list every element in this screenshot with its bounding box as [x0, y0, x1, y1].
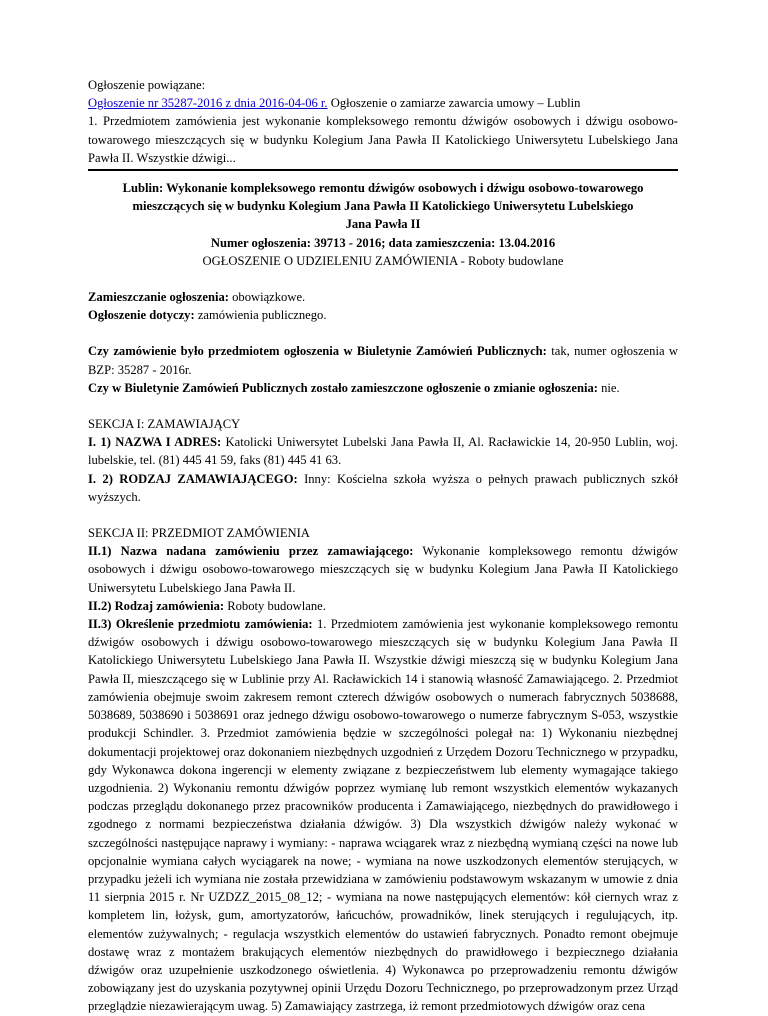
section-2-heading: SEKCJA II: PRZEDMIOT ZAMÓWIENIA	[88, 526, 310, 541]
meta-zamieszczanie: Zamieszczanie ogłoszenia: obowiązkowe.	[88, 290, 306, 305]
notice-title-line3: Jana Pawła II	[345, 217, 421, 232]
biuletyn-question-2: Czy w Biuletynie Zamówień Publicznych zostało zamieszczone ogłoszenie o zmianie ogłoszenia: nie.	[88, 380, 620, 395]
section-1-heading: SEKCJA I: ZAMAWIAJĄCY	[88, 417, 241, 432]
notice-title-line2: mieszczących się w budynku Kolegium Jana Pawła II Katolickiego Uniwersytetu Lubelskiego	[132, 199, 634, 214]
notice-title-block	[88, 179, 678, 270]
section-2-kind: II.2) Rodzaj zamówienia: Roboty budowlane.	[88, 598, 326, 613]
meta-dotyczy: Ogłoszenie dotyczy: zamówienia publicznego.	[88, 308, 327, 323]
related-notice-link[interactable]: Ogłoszenie nr 35287-2016 z dnia 2016-04-06 r.	[88, 96, 328, 111]
section-2-name: II.1) Nazwa nadana zamówieniu przez zamawiającego: Wykonanie kompleksowego remontu dźwigów osobowych i dźwigu osobowo-towarowego mieszczących się w budynku Kolegium Jana Pawła II Katolickiego Uniwersytetu Lubelskiego Jana Pawła II.	[88, 544, 678, 595]
related-notice	[88, 94, 678, 167]
section-1-name-address: I. 1) NAZWA I ADRES: Katolicki Uniwersytet Lubelski Jana Pawła II, Al. Racławickie 14, 20-950 Lublin, woj. lubelskie, tel. (81) 445 41 59, faks (81) 445 41 63.	[88, 435, 678, 468]
document-page	[88, 76, 678, 1016]
related-summary: 1. Przedmiotem zamówienia jest wykonanie kompleksowego remontu dźwigów osobowych i dźwigu osobowo-towarowego mieszczących się w budynku Kolegium Jana Pawła II Katolickiego Uniwersytetu Lubelskiego Jana Pawła II. Wszystkie dźwigi...	[88, 114, 678, 165]
notice-number: Numer ogłoszenia: 39713 - 2016; data zamieszczenia: 13.04.2016	[210, 235, 556, 250]
section-1-type: I. 2) RODZAJ ZAMAWIAJĄCEGO: Inny: Kościelna szkoła wyższa o pełnych prawach publicznych szkół wyższych.	[88, 471, 678, 504]
related-heading: Ogłoszenie powiązane:	[88, 78, 206, 92]
header-divider	[88, 169, 678, 171]
related-notice-title: Ogłoszenie o zamiarze zawarcia umowy – Lublin	[327, 96, 581, 111]
section-2-description: II.3) Określenie przedmiotu zamówienia: 1. Przedmiotem zamówienia jest wykonanie kompleksowego remontu dźwigów osobowych i dźwigu osobowo-towarowego mieszczących się w budynku Kolegium Jana Pawła II Katolickiego Uniwersytetu Lubelskiego Jana Pawła II. Wszystkie dźwigi mieszczą się w budynku Kolegium Jana Pawła II, mieszczącego się w Lublinie przy Al. Racławickich 14 i stanowią własność Zamawiającego. 2. Przedmiot zamówienia obejmuje swoim zakresem remont czterech dźwigów osobowych o numerach fabrycznych 5038688, 5038689, 5038690 i 5038691 oraz jednego dźwigu osobowo-towarowego o numerze fabrycznym S-053, wszystkie produkcji Schindler. 3. Przedmiot zamówienia będzie w szczególności polegał na: 1) Wykonaniu niezbędnej dokumentacji projektowej oraz dokonaniem niezbędnych uzgodnień z Urzędem Dozoru Technicznego w przypadku, gdy Wykonawca dokona ingerencji w elementy związane z bezpieczeństwem lub elementy wymagające takiego uzgodnienia. 2) Wykonaniu remontu dźwigów poprzez wymianę lub remont wszystkich elementów wykazanych podczas przeglądu dokonanego przez pracowników producenta i Zamawiającego, niezbędnych do prawidłowego i zgodnego z normami bezpieczeństwa działania dźwigów. 3) Dla wszystkich dźwigów należy wykonać w szczególności następujące naprawy i wymiany: - naprawa wciągarek wraz z niezbędną wymianą części na nowe lub opcjonalnie wymiana całych wyciągarek na nowe; - wymiana na nowe uszkodzonych elementów sterujących, w przypadku jeżeli ich wymiana nie została przewidziana w zamówieniu podstawowym wskazanym w umowie z dnia 11 sierpnia 2015 r. Nr UZDZZ_2015_08_12; - wymiana na nowe następujących elementów: kół ciernych wraz z kompletem lin, łożysk, gum, amortyzatorów, łańcuchów, prowadników, linek sterujących i regulujących, itp. elementów zużywalnych; - regulacja wszystkich elementów do ustawień fabrycznych. Ponadto remont obejmuje dostawę wraz z montażem brakujących elementów niezbędnych do prawidłowego i bezpiecznego działania dźwigów oraz uzupełnienie uszkodzonego oświetlenia. 4) Wykonawca po przeprowadzeniu remontu dźwigów zobowiązany jest do uzyskania pozytywnej opinii Urzędu Dozoru Technicznego, po przeprowadzonym przez Urząd przeglądzie niezawierającym uwag. 5) Zamawiający zastrzega, iż remont przedmiotowych dźwigów oraz cena	[88, 617, 678, 1014]
biuletyn-question-1: Czy zamówienie było przedmiotem ogłoszenia w Biuletynie Zamówień Publicznych: tak, numer ogłoszenia w BZP: 35287 - 2016r.	[88, 344, 678, 377]
notice-title-line1: Lublin: Wykonanie kompleksowego remontu dźwigów osobowych i dźwigu osobowo-towarowego	[122, 181, 644, 196]
notice-type: OGŁOSZENIE O UDZIELENIU ZAMÓWIENIA - Roboty budowlane	[202, 253, 564, 268]
